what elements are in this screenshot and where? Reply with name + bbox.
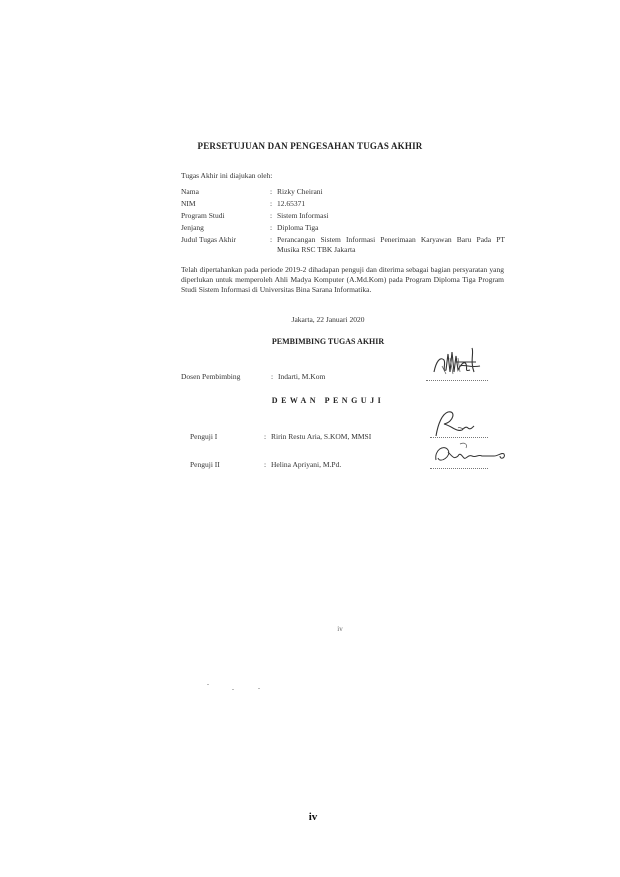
- field-colon: :: [270, 235, 273, 244]
- examiner-1-name: Ririn Restu Aria, S.KOM, MMSI: [271, 432, 372, 441]
- field-value: 12.65371: [277, 199, 306, 208]
- field-label: NIM: [181, 199, 196, 208]
- examiner-1-colon: :: [264, 432, 267, 441]
- examiner-1-signature: [428, 406, 488, 440]
- examiner-2-colon: :: [264, 460, 267, 469]
- roman-mark-small: iv: [337, 625, 343, 633]
- examiner-2-role: Penguji II: [190, 460, 220, 469]
- examiner-1-role: Penguji I: [190, 432, 218, 441]
- document-title: PERSETUJUAN DAN PENGESAHAN TUGAS AKHIR: [197, 141, 423, 151]
- field-value: Perancangan Sistem Informasi Penerimaan Karyawan Baru Pada PT Musika RSC TBK Jakarta: [277, 235, 505, 254]
- examiner-heading: DEWAN PENGUJI: [271, 396, 385, 405]
- date-line: Jakarta, 22 Januari 2020: [291, 315, 365, 324]
- field-label: Jenjang: [181, 223, 204, 232]
- field-value: Rizky Cheirani: [277, 187, 323, 196]
- page-number: iv: [308, 811, 318, 823]
- examiner-2-signature-line: [430, 468, 488, 469]
- scan-speck: [258, 688, 260, 689]
- field-colon: :: [270, 211, 273, 220]
- supervisor-signature-line: [426, 380, 488, 381]
- field-label: Nama: [181, 187, 199, 196]
- scan-speck: [207, 684, 209, 685]
- field-value: Diploma Tiga: [277, 223, 319, 232]
- examiner-2-name: Helina Apriyani, M.Pd.: [271, 460, 342, 469]
- supervisor-heading: PEMBIMBING TUGAS AKHIR: [271, 337, 385, 346]
- intro-text: Tugas Akhir ini diajukan oleh:: [181, 171, 273, 180]
- field-colon: :: [270, 223, 273, 232]
- field-label: Program Studi: [181, 211, 225, 220]
- supervisor-colon: :: [271, 372, 274, 381]
- supervisor-name: Indarti, M.Kom: [278, 372, 326, 381]
- supervisor-role: Dosen Pembimbing: [181, 372, 241, 381]
- scan-speck: [232, 689, 234, 690]
- field-colon: :: [270, 199, 273, 208]
- examiner-2-signature: [430, 438, 512, 470]
- supervisor-signature: [420, 342, 490, 382]
- field-value: Sistem Informasi: [277, 211, 329, 220]
- field-colon: :: [270, 187, 273, 196]
- field-label: Judul Tugas Akhir: [181, 235, 237, 244]
- approval-paragraph: Telah dipertahankan pada periode 2019-2 dihadapan penguji dan diterima sebagai bagian persyaratan yang diperlukan untuk memperoleh Ahli Madya Komputer (A.Md.Kom) pada Program Diploma Tiga Program Studi Sistem Informasi di Universitas Bina Sarana Informatika.: [181, 265, 504, 294]
